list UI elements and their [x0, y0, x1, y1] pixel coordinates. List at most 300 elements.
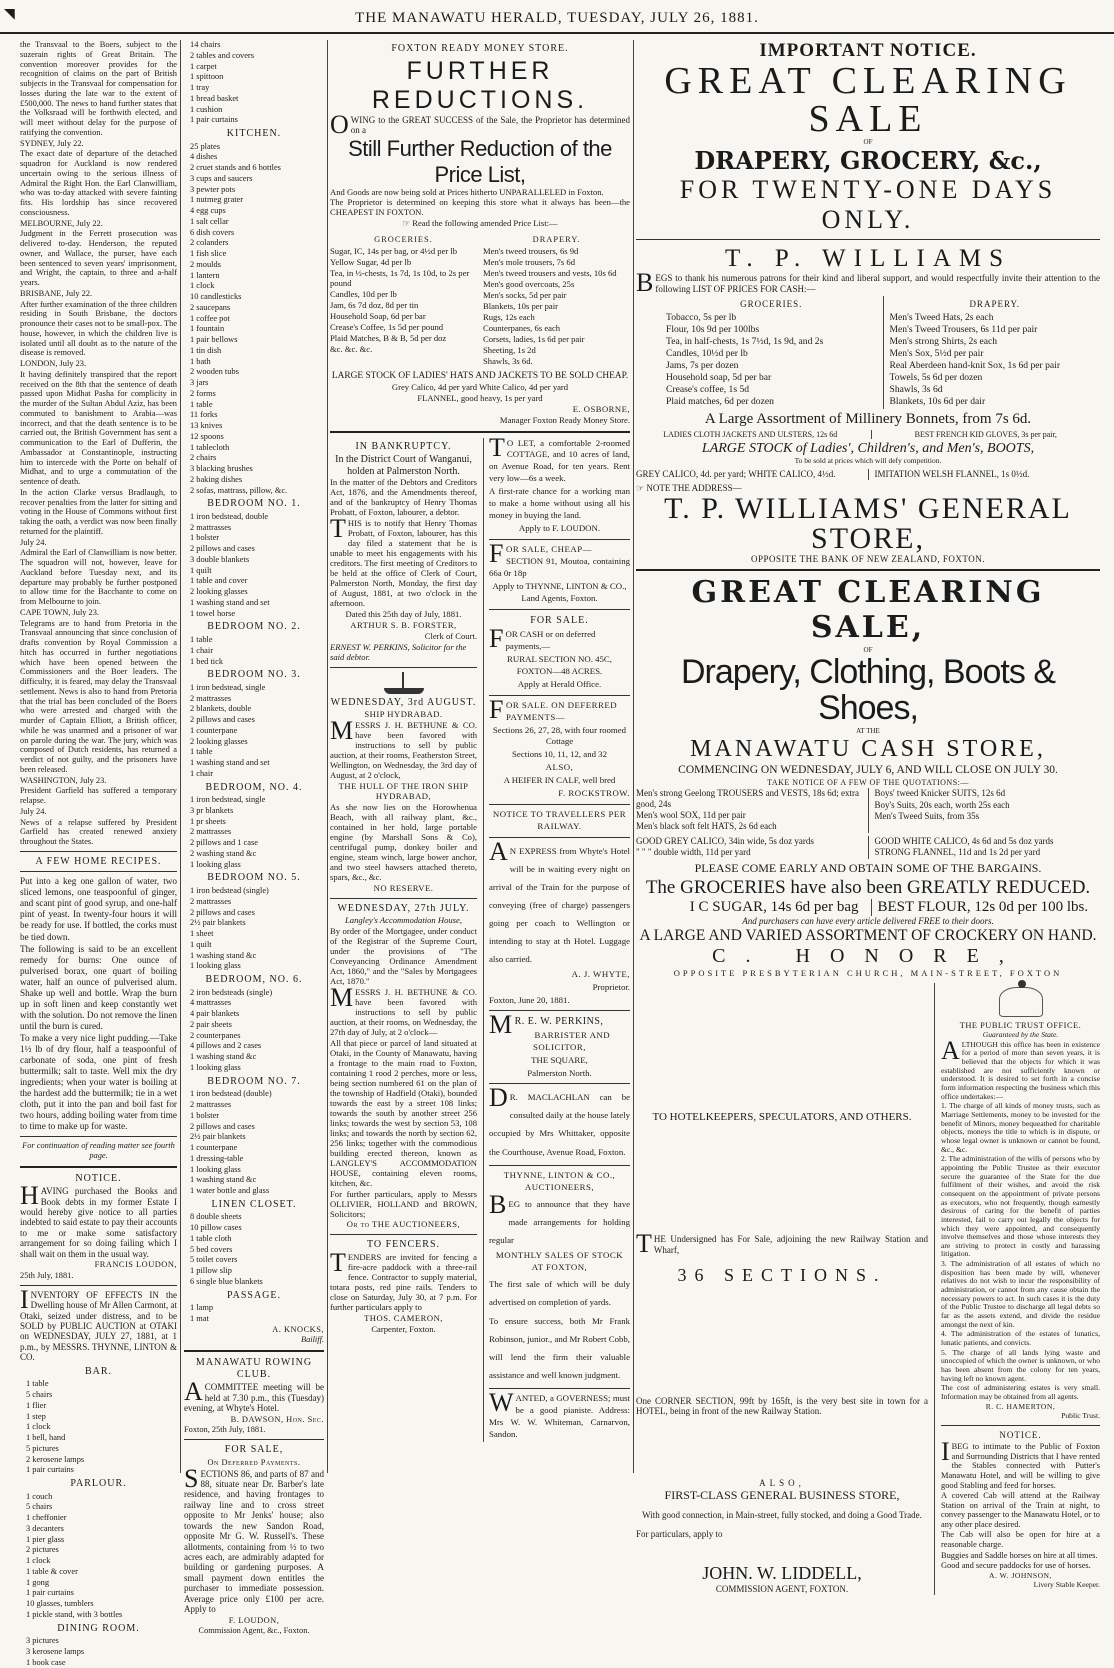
goods-text: And Goods are now being sold at Prices hitherto UNPARALLELED in Foxton.: [330, 186, 604, 197]
whyte-date: Foxton, June 20, 1881.: [489, 994, 570, 1005]
osborne-role: Manager Foxton Ready Money Store.: [499, 414, 630, 425]
telegram-paragraph: SYDNEY, July 22.: [20, 138, 84, 148]
bedroom1-heading: BEDROOM NO. 1.: [207, 498, 301, 510]
telegram-paragraph: WASHINGTON, July 23.: [20, 775, 107, 785]
notice2-body-2: A covered Cab will attend at the Railway Station on arrival of the Train at night, to convey passenger to the Manawatu Hotel, or to any other place desired.: [941, 1491, 1100, 1529]
telegram-paragraph: It having definitely transpired that the report received on the 8th that the sentence of death passed upon Midhat Pasha for complicity in the murder of the Sultan Abdul Aziz, has been commuted to banishment to Arabia—was incorrect, and that the death sentence is to be carried out, the British Government has sent a communication to the Earl of Dufferin, the Ambassador at Constantinople, instructing him to intercede with the Porte on behalf of Midhat, and to urge a commutation of the sentence of death.: [20, 369, 177, 486]
telegram-paragraph: After further examination of the three children residing in South Brisbane, the doctors pronounce their cases not to be small-pox. The house, however, in which the children live is isolated until all doubt as to the nature of the disease is removed.: [20, 299, 177, 358]
telegram-paragraph: In the action Clarke versus Bradlaugh, to recover penalties from the latter for sitting and voting in the House of Commons without first taking the oath, a verdict was now been finally returned for the plaintiff.: [20, 487, 177, 536]
hamerton-signature: R. C. HAMERTON,: [985, 1401, 1056, 1411]
price-item: Plaid matches, 6d per dozen: [666, 396, 774, 408]
bedroom5-list: [184, 886, 324, 971]
governess-body: WANTED, a GOVERNESS; must be a good pianiste. Address: Mrs W. W. Whiteman, Carnarvon, Sandon.: [489, 1388, 630, 1439]
quote-item: Men's wool SOX, 11d per pair: [636, 809, 746, 820]
thynne-heading: THYNNE, LINTON & CO.,: [503, 1169, 616, 1180]
price-item: Men's mole trousers, 7s 6d: [483, 257, 576, 268]
list-item: 1 looking glass: [190, 1164, 241, 1174]
list-item: 1 bell, hand: [26, 1433, 66, 1443]
list-item: 1 fish slice: [190, 249, 227, 259]
list-item: 2 looking glasses: [190, 587, 248, 597]
telegram-paragraph: BRISBANE, July 22.: [20, 288, 93, 298]
read-text: ☞ Read the following amended Price List:—: [402, 218, 558, 229]
list-item: 1 cushion: [190, 104, 223, 114]
telegram-paragraph: Admiral the Earl of Clanwilliam is now better. The squadron will not, however, leave for Auckland before Tuesday next, and its departure may probably be further postponed to allow time for the Bacchante to come on from Melbourne to join.: [20, 548, 177, 606]
price-item: Counterpanes, 6s each: [483, 322, 561, 333]
williams-groceries-list: [666, 312, 877, 408]
quote-item: Boys' tweed Knicker SUITS, 12s 6d: [874, 788, 1006, 799]
fencers-body: TENDERS are invited for fencing a fire-acre paddock with a three-rail fence. Contractor to supply material, totara posts, red pine rails. Tenders to close on Saturday, July 30, at 7 p.m. For further particulars apply to: [330, 1248, 477, 1312]
calico-right-2: STRONG FLANNEL, 11d and 1s 2d per yard: [874, 847, 1041, 858]
list-item: 6 single blue blankets: [190, 1276, 263, 1286]
price-item: Men's tweed trousers and vests, 10s 6d: [483, 268, 617, 279]
forsale-role: Commission Agent, &c., Foxton.: [198, 1626, 310, 1636]
rural-section: RURAL SECTION NO. 45C, FOXTON—48 ACRES.: [507, 654, 612, 677]
column-rule: [180, 40, 181, 1473]
list-item: 10 glasses, tumblers: [26, 1599, 94, 1609]
column-3: [330, 40, 630, 1473]
list-item: 5 bed covers: [190, 1244, 233, 1254]
price-item: Real Aberdeen hand-knit Sox, 1s 6d per pair: [889, 360, 1061, 372]
bankruptcy-matter: In the matter of the Debtors and Creditors Act, 1876, and the Amendments thereof, and of the bankruptcy of Henry Thomas Probatt, of Foxton, labourer, a debtor.: [330, 477, 477, 518]
travellers-body: AN EXPRESS from Whyte's Hotel will be in waiting every night on arrival of the Train for the purpose of conveying (free of charge) passengers going per coach to Wellington or intending to stay at th Hotel. Luggage also carried.: [489, 836, 630, 964]
list-item: 1 mat: [190, 1313, 209, 1323]
rowing-date: Foxton, 25th July, 1881.: [184, 1425, 266, 1435]
list-item: 1 quilt: [190, 939, 212, 949]
bedroom3-list: [184, 683, 324, 779]
also-text: ALSO,: [759, 1477, 805, 1488]
bedroom2-list: [184, 635, 324, 666]
proprietor-text: The Proprietor is determined on keeping this store what it always has been—the CHEAPEST IN FOXTON.: [330, 197, 630, 218]
kitchen-list: [184, 142, 324, 496]
telegram-paragraph: Judgment in the Ferrett prosecution was delivered to-day. Henderson, the reputed owner, and Wallace, the purser, have each been sentenced to seven years' imprisonment, and Wright, the captain, to three and a-half years.: [20, 229, 177, 287]
list-item: 1 water bottle and glass: [190, 1186, 270, 1195]
list-item: 2 pictures: [26, 1545, 59, 1555]
johnson-signature: A. W. JOHNSON,: [989, 1570, 1052, 1580]
list-item: 1 iron bedstead, single: [190, 795, 266, 805]
notice2-body-4: Buggies and Saddle horses on hire at all times.: [941, 1550, 1098, 1560]
rowing-heading: MANAWATU ROWING CLUB.: [195, 1357, 313, 1380]
notice-signature: FRANCIS LOUDON,: [94, 1260, 177, 1270]
price-item: Shawls, 3s 6d.: [483, 355, 533, 366]
list-item: 1 towel horse: [190, 608, 236, 618]
rowing-body: ACOMMITTEE meeting will be held at 7.30 p.m., this (Tuesday) evening, at Whyte's Hotel.: [184, 1377, 324, 1414]
first-class-heading: FIRST-CLASS GENERAL BUSINESS STORE,: [664, 1488, 900, 1503]
list-item: 1 fountain: [190, 324, 225, 334]
welsh-flannel-text: IMITATION WELSH FLANNEL, 1s 0½d.: [868, 469, 1101, 479]
list-item: 1 counterpane: [190, 1143, 238, 1152]
williams-store: T. P. WILLIAMS' GENERAL STORE,: [664, 492, 1072, 556]
williams-groceries-heading: GROCERIES.: [740, 299, 803, 310]
list-item: 2 forms: [190, 388, 216, 398]
perkins-heading: MR. E. W. PERKINS,: [489, 1010, 604, 1040]
trust-body: ALTHOUGH this office has been in existence for a period of more than seven years, it is believed that the objects for which it was established are not sufficiently known or understood. It is desired to set forth in a concise form information respecting the business which this office undertakes:—: [941, 1035, 1100, 1101]
list-item: 1 nutmeg grater: [190, 195, 244, 205]
list-item: 2 mattrasses: [190, 693, 232, 703]
list-item: 2 kerosene lamps: [26, 1454, 85, 1464]
price-item: Blankets, 10s per pair: [483, 300, 558, 311]
owing-text: OWING to the GREAT SUCCESS of the Sale, the Proprietor has determined on a: [330, 109, 630, 139]
list-item: 2 pair sheets: [190, 1019, 232, 1029]
list-item: 1 spittoon: [190, 72, 224, 82]
quote-item: Men's black soft felt HATS, 2s 6d each: [636, 821, 777, 832]
calico-right: GOOD WHITE CALICO, 4s 6d and 5s doz yards: [874, 835, 1054, 846]
list-item: 10 candlesticks: [190, 292, 242, 302]
tolet-body-2: A first-rate chance for a working man to make a home without using all his money in buying the land.: [489, 486, 630, 520]
price-item: Sugar, IC, 14s per bag, or 4½d per lb: [330, 246, 458, 257]
forsale3-heading: FOR SALE.: [530, 614, 589, 626]
price-item: Candles, 10½d per lb: [666, 347, 748, 359]
list-item: 5 pictures: [26, 1443, 59, 1453]
list-item: 2 pillows and cases: [190, 1121, 255, 1131]
bar-heading: BAR.: [84, 1365, 113, 1377]
column-2: [184, 40, 324, 1636]
grey-calico-text: GREY CALICO, 4d. per yard; WHITE CALICO, 4½d.: [636, 469, 836, 480]
osborne-signature: E. OSBORNE,: [572, 403, 630, 414]
please-text: PLEASE COME EARLY AND OBTAIN SOME OF THE BARGAINS.: [694, 860, 1042, 875]
list-item: 1 pair curtains: [26, 1588, 74, 1598]
list-item: 1 bed tick: [190, 656, 224, 666]
cameron-role: Carpenter, Foxton.: [371, 1323, 436, 1334]
list-item: 1 bread basket: [190, 93, 239, 103]
telegram-paragraph: The exact date of departure of the detached squadron for Auckland is now rendered uncertain owing to the serious illness of Admiral the Right Hon. the Earl Clanwilliam, who was to-day attacked with severe fainting fits. His lordship has since recovered consciousness.: [20, 149, 177, 217]
list-item: 11 forks: [190, 410, 218, 420]
bedroom3-heading: BEDROOM NO. 3.: [207, 669, 301, 681]
recipes: [20, 876, 177, 1132]
list-item: 1 lantern: [190, 270, 220, 280]
list-item: 1 pair bellows: [190, 335, 238, 345]
williams-drapery-heading: DRAPERY.: [969, 299, 1021, 310]
list-item: 1 book case: [26, 1657, 66, 1667]
further-reductions: FURTHER REDUCTIONS.: [371, 56, 589, 114]
trust-items: [941, 1102, 1100, 1401]
list-item: 1 bolster: [190, 533, 220, 543]
of-2: OF: [863, 646, 873, 655]
list-item: 1 iron bedstead, double: [190, 511, 269, 521]
hotelkeepers-heading: TO HOTELKEEPERS, SPECULATORS, AND OTHERS.: [652, 1110, 912, 1123]
notice2-body: IBEG to intimate to the Public of Foxton and Surrounding Districts that I have rented the Stables connected with Putter's Manawatu Hotel, and will be willing to give good Stabling and feed for horses.: [941, 1437, 1100, 1490]
forsalecheap-heading: FOR SALE, CHEAP—: [489, 538, 592, 568]
list-item: 1 coffee pot: [190, 313, 230, 323]
trust-item: 5. The charge of all lands lying waste and unoccupied of which the owner is unknown, or who has been absent from the colony for ten years, having left no known agent.: [941, 1347, 1100, 1383]
telegram-paragraph: News of a relapse suffered by President Garfield has created renewed anxiety throughout the States.: [20, 817, 177, 846]
column-1: [20, 40, 177, 1667]
wed3-heading: WEDNESDAY, 3rd AUGUST.: [330, 696, 477, 708]
good-connection: With good connection, in Main-street, fully stocked, and doing a Good Trade.: [642, 1510, 922, 1521]
travellers-heading: NOTICE TO TRAVELLERS PER RAILWAY.: [492, 808, 627, 831]
list-item: 3 blacking brushes: [190, 464, 253, 474]
still-further-heading: Still Further Reduction of the Price List,: [348, 136, 612, 187]
price-item: Household Soap, 6d per bar: [330, 310, 426, 321]
deferred-heading: FOR SALE. ON DEFERRED PAYMENTS—: [489, 694, 618, 724]
flannel-text: FLANNEL, good heavy, 1s per yard: [417, 392, 543, 403]
price-item: Yellow Sugar, 4d per lb: [330, 257, 412, 268]
at-the: AT THE: [856, 726, 880, 735]
inventory-intro: INVENTORY OF EFFECTS IN the Dwelling house of Mr Allen Carmont, at Otaki, seized under distress, and to be SOLD by PUBLIC AUCTION at OTAKI on WEDNESDAY, JULY 27, 1881, at 1 p.m., by MESSRS. THYNNE, LINTON & CO.: [20, 1284, 177, 1363]
groceries-list: [330, 247, 477, 355]
trust-item: 3. The administration of all estates of which no disposition has been made by will, whenever relatives do not wish to incur the responsibility of administration, or cannot from any cause obtain the necessary powers to act. In such cases it is the duty of the Public Trustee to discharge all legal debts so far as the assets extend, and divide the residue amongst the next of kin.: [941, 1259, 1100, 1329]
list-item: 3 cups and saucers: [190, 173, 253, 183]
list-item: 1 carpet: [190, 61, 217, 71]
large-stock-sub: To be sold at prices which will defy competition.: [794, 456, 942, 466]
list-item: 2 mattrasses: [190, 1100, 232, 1109]
trust-item: 1. The charge of all kinds of money trusts, such as Marriage Settlements, money to be invested for the benefit of Minors, money bequeathed for charitable objects, moneys the title to which is in dispute, or whose legal owner is unknown or cannot be found, &c., &c.: [941, 1101, 1100, 1154]
maclachlan-body: DR. MACLACHLAN can be consulted daily at the house lately occupied by Mrs Whittaker, opposite the Courthouse, Avenue Road, Foxton.: [489, 1083, 630, 1157]
notice-heading: NOTICE.: [75, 1172, 122, 1184]
list-item: 2 pillows and 1 case: [190, 838, 258, 848]
list-item: 1 iron bedstead, single: [190, 682, 266, 692]
list-item: 1 looking glass: [190, 1062, 241, 1072]
list-item: 1 iron bedstead (double): [190, 1089, 272, 1099]
bankruptcy-heading: IN BANKRUPTCY.: [355, 440, 452, 452]
liddell-role: COMMISSION AGENT, FOXTON.: [715, 1583, 849, 1594]
kitchen-heading: KITCHEN.: [226, 128, 282, 139]
williams-opposite: OPPOSITE THE BANK OF NEW ZEALAND, FOXTON.: [750, 554, 985, 565]
telegram-paragraph: the Transvaal to the Boers, subject to the suzerain rights of Great Britain. The convention moreover provides for the recognition of claims on the part of British subjects in the Transvaal for compensation for losses during the late war to the extent of £500,000. The news to hand further states that the Volksraad will be forthwith elected, and will meet without delay for the purpose of ratifying the convention.: [20, 40, 177, 137]
of-1: OF: [863, 138, 873, 147]
trust-subheading: Guaranteed by the State.: [982, 1030, 1059, 1040]
rockstrow-signature: F. ROCKSTROW.: [558, 787, 630, 798]
list-item: 2 chairs: [190, 453, 217, 463]
list-item: 1 table & cover: [26, 1566, 78, 1576]
list-item: 3 decanters: [26, 1523, 64, 1533]
monthly-body: The first sale of which will be duly advertised on completion of yards.: [489, 1279, 630, 1308]
store-heading: FOXTON READY MONEY STORE.: [391, 43, 569, 54]
list-item: 5 toilet covers: [190, 1255, 238, 1265]
price-item: &c. &c. &c.: [330, 343, 373, 354]
list-item: 1 tablecloth: [190, 442, 230, 452]
rowing-signature: B. DAWSON, Hon. Sec.: [230, 1414, 324, 1424]
bedroom5-heading: BEDROOM NO. 5.: [207, 872, 301, 884]
undersigned-text: THE Undersigned has For Sale, adjoining the new Railway Station and Wharf,: [636, 1229, 928, 1259]
bethune1-body: MESSRS J. H. BETHUNE & CO. have been favored with instructions to sell by public auction, at their rooms, Featherston Street, Wellington, on Wednesday, the 3rd day of August, at 2 o'clock,: [330, 716, 477, 781]
list-item: 1 pier glass: [26, 1534, 65, 1544]
list-item: 1 tin dish: [190, 345, 222, 355]
price-item: Towels, 5s 6d per dozen: [889, 372, 983, 384]
telegram-paragraph: President Garfield has suffered a temporary relapse.: [20, 786, 177, 805]
quotes-right: [868, 788, 1101, 833]
list-item: 13 knives: [190, 421, 223, 431]
telegram-paragraph: July 24.: [20, 537, 47, 547]
monthly-heading: MONTHLY SALES OF STOCK AT FOXTON,: [495, 1250, 624, 1273]
quotes-left: [636, 788, 862, 833]
bedroom4-heading: BEDROOM, NO. 4.: [205, 781, 303, 793]
great-clearing-sale-2: GREAT CLEARING SALE,: [691, 575, 1045, 646]
williams-heading: T. P. WILLIAMS: [724, 245, 1012, 273]
list-item: 4 pillows and 2 cases: [190, 1041, 262, 1051]
list-item: 3 double blankets: [190, 554, 250, 564]
parlour-list: [20, 1492, 177, 1620]
williams-drapery-list: [890, 312, 1101, 408]
price-item: Men's good overcoats, 25s: [483, 279, 575, 290]
groceries-reduced: The GROCERIES have also been GREATLY REDUCED.: [645, 876, 1091, 898]
whyte-signature: A. J. WHYTE,: [571, 968, 630, 979]
list-item: 1 flier: [26, 1400, 47, 1410]
list-item: 2 iron bedsteads (single): [190, 987, 273, 997]
recipe-paragraph: Put into a keg one gallon of water, two sliced lemons, one teaspoonful of ginger, and scant pint of good syrup, and one-half pint of yeast. In twenty-four hours it will be ready for use. If bottled, the corks must be tied down.: [20, 876, 177, 942]
linen-list: [184, 1212, 324, 1286]
honore-address: OPPOSITE PRESBYTERIAN CHURCH, MAIN-STREET, FOXTON: [673, 967, 1063, 978]
list-item: 2 looking glasses: [190, 736, 248, 746]
corner-text: One CORNER SECTION, 99ft by 165ft, is the very best site in town for a HOTEL, being in front of the new Railway Station.: [636, 1396, 928, 1417]
drapery-grocery-heading: DRAPERY, GROCERY, &c.,: [694, 146, 1042, 176]
trust-item: 4. The administration of the estates of lunatics, lunatic patients, and convicts.: [941, 1329, 1100, 1348]
forster-signature: ARTHUR S. B. FORSTER,: [350, 619, 457, 630]
calico-left-2: " " " double width, 11d per yard: [636, 847, 751, 858]
list-item: 25 plates: [190, 141, 221, 151]
notice-date: 25th July, 1881.: [20, 1270, 74, 1280]
price-item: Tea, in ½-chests, 1s 7d, 1s 10d, to 2s per pound: [330, 268, 470, 289]
price-item: Candles, 10d per lb: [330, 289, 397, 299]
price-item: Men's Tweed Hats, 2s each: [889, 311, 994, 323]
telegram-paragraph: Telegrams are to hand from Pretoria in the Transvaal announcing that since conclusion of drafts convention by Royal Commission a hitch has occurred in further negotiations which have been opened between the Commissioners and the Boer leaders. The difficulty, it is feared, may delay the Transvaal settlement. News is also to hand from Pretoria that the trial has been concluded of the Boers who were arrested and charged with the murder of Captain Elliott, a British officer, while he was unarmed and a prisoner of war on parole during the war. The jury, which was composed of Dutch residents, has returned a verdict of not guilty, and the prisoners have been released.: [20, 618, 177, 774]
list-item: 2 sofas, mattrass, pillow, &c.: [190, 485, 288, 495]
bethune2-detail: All that piece or parcel of land situated at Otaki, in the County of Manawatu, having a frontage to the main road to Foxton, containing 1 rood 2 perches, more or less, being section numbered 61 on the plan of the township of Hadfield (Otaki), bounded towards the east by a street 108 links; towards the south by another street 256 links; towards the west by section 53, 108 links; and towards the north by section 62, 256 links; together with the commodious building erected thereon, known as LANGLEY'S ACCOMMODATION HOUSE, containing eleven rooms, kitchen, &c.: [330, 1038, 477, 1188]
bedroom4-list: [184, 795, 324, 869]
price-item: Crease's Coffee, 1s 5d per pound: [330, 321, 444, 332]
recipe-paragraph: The following is said to be an excellent remedy for burns: One ounce of pulverised borax, one quart of boiling water, half an ounce of pulverised alum. Shake up well and bottle. Wrap the burn up in soft linen and keep constantly wet with the solution. Do not remove the linen until the burn is cured.: [20, 943, 177, 1031]
thynne-role: AUCTIONEERS,: [524, 1182, 595, 1193]
bedroom6-list: [184, 988, 324, 1073]
list-item: 1 gong: [26, 1577, 50, 1587]
list-item: 8 double sheets: [190, 1212, 242, 1222]
sugar-text: I C SUGAR, 14s 6d per bag: [689, 898, 859, 915]
ollivier-text: For further particulars, apply to Messrs OLLIVIER, HOLLAND and BROWN, Solicitors;: [330, 1188, 477, 1219]
list-item: 2 blankets, double: [190, 704, 252, 714]
list-item: 5 chairs: [26, 1390, 53, 1400]
list-item: 2 cruet stands and 6 bottles: [190, 163, 281, 173]
monthly-body-2: To ensure success, both Mr Frank Robinson, junior., and Mr Robert Cobb, will lend the firm their valuable assistance and well known judgment.: [489, 1316, 630, 1381]
masthead-title: THE MANAWATU HERALD, TUESDAY, JULY 26, 1881.: [355, 10, 759, 26]
list-item: 1 bath: [190, 356, 211, 366]
begs-text: BEGS to thank his numerous patrons for their kind and liberal support, and would respectfully invite their attention to the following LIST OF PRICES FOR CASH:—: [636, 268, 1100, 298]
hull-heading: THE HULL OF THE IRON SHIP HYDRABAD,: [338, 781, 469, 802]
recipe-paragraph: To make a very nice light pudding.—Take 1½ lb of dry flour, half a teaspoonful of carbonate of soda, one pint of fresh buttermilk; salt to taste. Well mix the dry ingredients; when your water is boiling at the hardest add the buttermilk; tie in a wet cloth, put it into the pan and boil fast for two hours, adding boiling water from time to time to make up for waste.: [20, 1032, 177, 1132]
parlour-heading: PARLOUR.: [70, 1478, 127, 1490]
bedroom7-heading: BEDROOM NO. 7.: [207, 1075, 301, 1087]
deferred-body-2: Sections 10, 11, 12, and 32: [512, 749, 607, 760]
recipes-heading: A FEW HOME RECIPES.: [35, 855, 162, 867]
bar-list: [20, 1379, 177, 1475]
ship-icon: [384, 672, 424, 694]
quote-item: Men's Tweed Suits, from 35s: [874, 810, 980, 821]
jackets-text: LADIES CLOTH JACKETS AND ULSTERS, 12s 6d: [663, 429, 838, 439]
list-item: 1 clock: [190, 281, 215, 291]
forsale-heading: FOR SALE,: [224, 1444, 284, 1456]
tolet-body: TO LET, a comfortable 2-roomed COTTAGE, and 10 acres of land, on Avenue Road, for ten years. Rent very low—6s a week.: [489, 432, 630, 484]
telegram-paragraph: July 24.: [20, 806, 47, 816]
important-notice: IMPORTANT NOTICE.: [759, 40, 977, 61]
quote-item: Men's strong Geelong TROUSERS and VESTS, 18s 6d; extra good, 24s: [636, 788, 860, 809]
notice-body: HAVING purchased the Books and Book debts in my former Estate I would hereby give notice to all parties indebted to said estate to pay their accounts to me or make some satisfactory arrangement for so doing failing which I shall wait on them in the usual way.: [20, 1181, 177, 1259]
masthead: [0, 0, 1114, 34]
list-item: 4 pair blankets: [190, 1009, 240, 1019]
large-stock-text: LARGE STOCK OF LADIES' HATS AND JACKETS TO BE SOLD CHEAP.: [331, 370, 629, 381]
list-item: 2 pillows and cases: [190, 907, 255, 917]
list-item: 2 mattrasses: [190, 827, 232, 837]
list-item: 5 chairs: [26, 1502, 53, 1512]
trust-heading: THE PUBLIC TRUST OFFICE.: [959, 1020, 1082, 1030]
passage-heading: PASSAGE.: [226, 1289, 282, 1301]
large-stock-boots: LARGE STOCK of Ladies', Children's, and Men's, BOOTS,: [701, 441, 1035, 457]
bethune2-body: MESSRS J. H. BETHUNE & CO. have been favored with instructions to sell by public auction, at their rooms, on Wednesday, the 27th day of July, at 2 o'clock—: [330, 983, 477, 1038]
dining-heading: DINING ROOM.: [57, 1622, 140, 1634]
list-item: 2 tables and covers: [190, 50, 254, 60]
telegram-paragraph: LONDON, July 23.: [20, 359, 87, 368]
johnson-role: Livery Stable Keeper.: [1033, 1580, 1100, 1590]
price-item: Household soap, 5d per bar: [666, 372, 772, 384]
deferred-also: ALSO,: [545, 762, 574, 773]
list-item: 1 washing stand and set: [190, 597, 270, 607]
list-item: 1 washing stand &c: [190, 1175, 257, 1185]
list-item: 6 dish covers: [190, 227, 235, 237]
list-item: 2 pillows and cases: [190, 715, 255, 725]
bedroom1-list: [184, 512, 324, 619]
drapery-heading: DRAPERY.: [532, 235, 581, 245]
list-item: 3 pr blankets: [190, 805, 234, 815]
liddell-heading: JOHN. W. LIDDELL,: [702, 1563, 862, 1584]
notice2-body-5: Good and secure paddocks for use of horses.: [941, 1561, 1091, 1571]
list-item: 1 dressing-table: [190, 1153, 244, 1163]
drapery-boots-heading: Drapery, Clothing, Boots & Shoes,: [681, 653, 1055, 727]
list-item: 2 washing stand &c: [190, 848, 257, 858]
price-item: Corsets, ladies, 1s 6d per pair: [483, 333, 585, 344]
great-clearing-sale-1: GREAT CLEARING SALE: [664, 60, 1072, 141]
hamerton-role: Public Trust.: [1061, 1411, 1100, 1421]
deferred-body: Sections 26, 27, 28, with four roomed Cottage: [492, 724, 627, 747]
price-item: Men's strong Shirts, 2s each: [889, 335, 998, 347]
dining-list: [20, 1636, 177, 1667]
linen-heading: LINEN CLOSET.: [211, 1198, 297, 1210]
forsale-body: SECTIONS 86, and parts of 87 and 88, situate near Dr. Barber's late residence, and having frontages to railway line and to cross street opposite to Mr Jenks' house; also towards the new Sandon Road, opposite Mr G. W. Russell's. These allotments, containing from ½ to two acres each, are admirably adapted for building or gardening purposes. A small payment down entitles the purchaser to immediate possession. Average price only £100 per acre. Apply to: [184, 1463, 324, 1615]
list-item: 1 iron bedstead (single): [190, 886, 269, 896]
continuation-note: For continuation of reading matter see fourth page.: [22, 1141, 175, 1160]
price-item: Jam, 6s 7d doz, 8d per tin: [330, 299, 419, 310]
list-item: 1 bolster: [190, 1110, 220, 1120]
column-rule: [633, 40, 634, 1473]
commencing-text: COMMENCING ON WEDNESDAY, JULY 6, AND WILL CLOSE ON JULY 30.: [678, 763, 1058, 776]
drapery-list: [483, 247, 630, 367]
heifer-text: A HEIFER IN CALF, well bred: [503, 775, 616, 786]
price-item: Jams, 7s per dozen: [666, 360, 739, 372]
price-item: Tea, in half-chests, 1s 7½d, 1s 9d, and 2s: [666, 335, 824, 347]
groceries-heading: GROCERIES.: [374, 235, 433, 245]
list-item: 1 tray: [190, 83, 210, 92]
price-item: Men's socks, 5d per pair: [483, 290, 567, 300]
list-item: 3 jars: [190, 378, 209, 388]
royal-crest-icon: [999, 987, 1043, 1017]
list-item: 3 pewter pots: [190, 184, 236, 194]
list-item: 2 moulds: [190, 259, 221, 269]
notice2-body-3: The Cab will also be open for hire at a reasonable charge.: [941, 1530, 1100, 1549]
list-item: 3 kerosene lamps: [26, 1647, 85, 1657]
perkins-role: BARRISTER AND SOLICITOR,: [533, 1029, 611, 1052]
langley-heading: Langley's Accommodation House,: [345, 915, 462, 926]
trust-item: 2. The administration of the wills of persons who by appointing the Public Trustee as their executor secure the guarantee of the State for the due fulfilment of their wishes, and avoid the risk consequent on the appointment of private persons as executors, who not frequently, though earnestly desirous of caring for the benefit of parties interested, fail to carry out legally the objects for which they were appointed, and consequently involve themselves and those whose interests they are striving to protect in costly and harassing litigation.: [941, 1154, 1100, 1259]
list-item: 1 couch: [26, 1491, 53, 1501]
tolet-apply: Apply to F. LOUDON.: [518, 522, 601, 533]
list-item: 2 baking dishes: [190, 474, 243, 484]
knocks-signature: A. KNOCKS,: [272, 1324, 324, 1334]
list-item: 1 looking glass: [190, 859, 241, 869]
hull-body: As she now lies on the Horowhenua Beach, with all railway plant, &c., contained in her hold, large portable engine (by Marshall Sons & Co), centrifugal pump, donkey boiler and engine, steam winch, large bower anchor, and two steel hawsers attached thereto, spars, &c., &c.: [330, 802, 477, 882]
langley-body: By order of the Mortgagee, under conduct of the Registrar of the Supreme Court, under the provisions of "The Conveyancing Ordinance Amendment Act, 1860," and the "Sales by Mortgagees Act, 1870.": [330, 926, 477, 987]
list-item: 1 pr sheets: [190, 816, 226, 826]
forsalecheap-apply: Apply to THYNNE, LINTON & CO., Land Agents, Foxton.: [492, 581, 627, 604]
list-item: 1 step: [26, 1411, 46, 1421]
sections-heading: 36 SECTIONS.: [677, 1265, 887, 1286]
millinery-text: A Large Assortment of Millinery Bonnets, from 7s 6d.: [704, 410, 1032, 427]
price-item: Sheeting, 1s 2d: [483, 344, 536, 355]
